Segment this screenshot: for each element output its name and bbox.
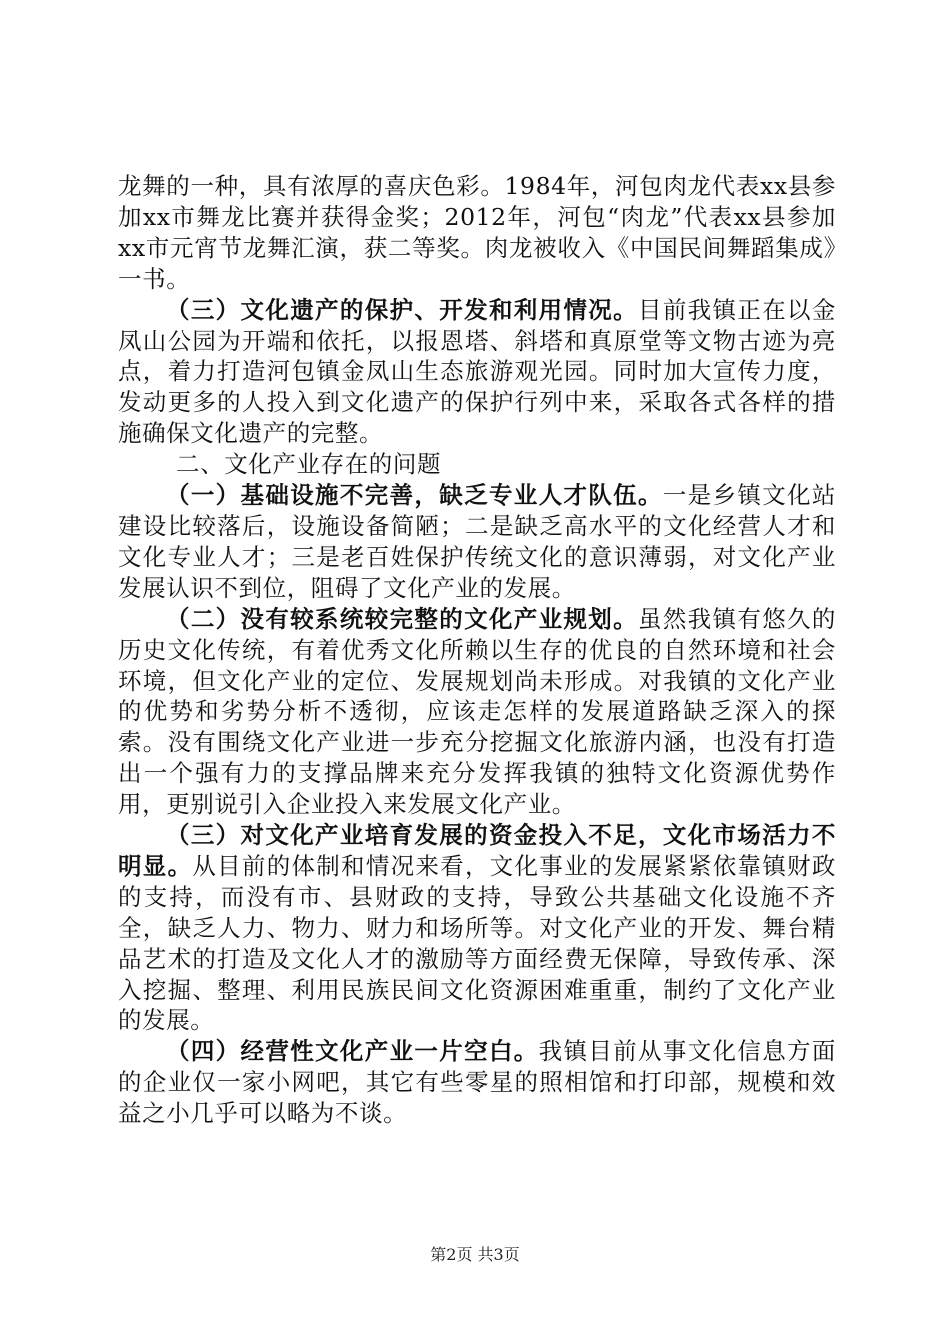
section-heading: 二、文化产业存在的问题: [176, 450, 442, 479]
paragraph-lead: （四）经营性文化产业一片空白。: [166, 1037, 539, 1066]
paragraph-text: 一是乡镇文化站建设比较落后，设施设备简陋；二是缺乏高水平的文化经营人才和文化专业人才；三是老百姓保护传统文化的意识薄弱，对文化产业发展认识不到位，阻碍了文化产业的发展。: [118, 481, 836, 602]
paragraph-commercial: [118, 1036, 836, 1129]
paragraph-lead: （三）对文化产业培育发展的资金投入不足，文化市场活力不明显。: [118, 821, 836, 880]
paragraph-lead: （二）没有较系统较完整的文化产业规划。: [166, 604, 638, 633]
paragraph-lead: （一）基础设施不完善，缺乏专业人才队伍。: [166, 481, 663, 510]
page-footer: [0, 1242, 950, 1265]
paragraph-funding: [118, 820, 836, 1036]
paragraph-text: 从目前的体制和情况来看，文化事业的发展紧紧依靠镇财政的支持，而没有市、县财政的支持，导致公共基础文化设施不齐全，缺乏人力、物力、财力和场所等。对文化产业的开发、舞台精品艺术的打造及文化人才的激励等方面经费无保障，导致传承、深入挖掘、整理、利用民族民间文化资源困难重重，制约了文化产业的发展。: [118, 851, 836, 1035]
paragraph-lead: （三）文化遗产的保护、开发和利用情况。: [166, 295, 638, 324]
paragraph-text: 目前我镇正在以金凤山公园为开端和依托，以报恩塔、斜塔和真原堂等文物古迹为亮点，着力打造河包镇金凤山生态旅游观光园。同时加大宣传力度，发动更多的人投入到文化遗产的保护行列中来，采取各式各样的措施确保文化遗产的完整。: [118, 295, 836, 448]
paragraph-text: 虽然我镇有悠久的历史文化传统，有着优秀文化所赖以生存的优良的自然环境和社会环境，但文化产业的定位、发展规划尚未形成。对我镇的文化产业的优势和劣势分析不透彻，应该走怎样的发展道路缺乏深入的探索。没有围绕文化产业进一步充分挖掘文化旅游内涵，也没有打造出一个强有力的支撑品牌来充分发挥我镇的独特文化资源优势作用，更别说引入企业投入来发展文化产业。: [118, 604, 836, 819]
paragraph-planning: [118, 604, 836, 820]
paragraph-text: 我镇目前从事文化信息方面的企业仅一家小网吧，其它有些零星的照相馆和打印部，规模和效益之小几乎可以略为不谈。: [118, 1037, 837, 1128]
paragraph-infrastructure: [118, 480, 836, 604]
paragraph-continuation: [118, 171, 836, 295]
paragraph-text: 龙舞的一种，具有浓厚的喜庆色彩。1984年，河包肉龙代表xx县参加xx市舞龙比赛并获得金奖；2012年，河包“肉龙”代表xx县参加xx市元宵节龙舞汇演，获二等奖。肉龙被收入《中国民间舞蹈集成》一书。: [118, 172, 836, 293]
document-body: [118, 171, 836, 1129]
page-number: 第2页 共3页: [430, 1245, 520, 1264]
paragraph-heritage-protection: [118, 295, 836, 450]
